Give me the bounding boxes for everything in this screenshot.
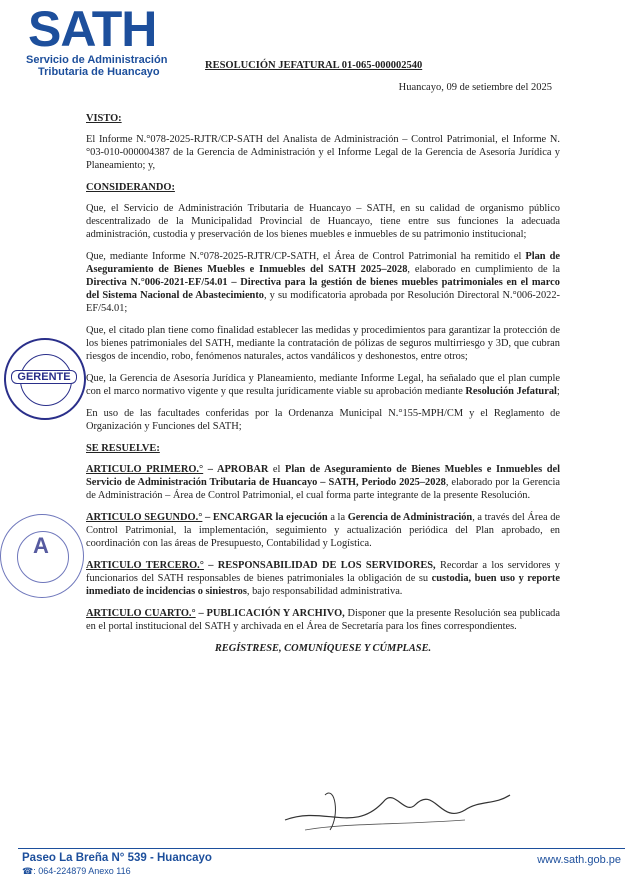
document-body bbox=[86, 112, 560, 655]
article-1 bbox=[86, 463, 560, 502]
text-span: Recordar a los servidores y funcionarios del SATH responsables de bienes patrimoniales la obligación de su bbox=[86, 560, 561, 584]
logo-brand: SATH bbox=[28, 1, 157, 57]
closing-formula: REGÍSTRESE, COMUNÍQUESE Y CÚMPLASE. bbox=[214, 643, 432, 654]
article-4 bbox=[86, 607, 560, 633]
department-name: Gerencia de Administración bbox=[347, 512, 473, 523]
considerando-p2 bbox=[86, 250, 560, 315]
article-action: – RESPONSABILIDAD DE LOS SERVIDORES, bbox=[203, 560, 436, 571]
resuelve-heading: SE RESUELVE: bbox=[86, 443, 160, 454]
sath-logo bbox=[26, 1, 176, 78]
article-label: ARTICULO TERCERO.° bbox=[86, 560, 204, 571]
article-label: ARTICULO SEGUNDO.° bbox=[86, 512, 203, 523]
visto-heading: VISTO: bbox=[86, 113, 122, 124]
text-span: , elaborado en cumplimiento de la bbox=[407, 264, 560, 275]
resolution-type: Resolución Jefatural bbox=[465, 386, 557, 397]
administration-seal-stamp bbox=[0, 514, 84, 598]
text-span: , y su modificatoria aprobada por Resolución Directoral N.°006-2022-EF/54.01; bbox=[86, 290, 560, 314]
plan-name: Plan de Aseguramiento de Bienes Muebles e Inmuebles del SATH 2025–2028 bbox=[86, 251, 560, 275]
article-action: – PUBLICACIÓN Y ARCHIVO, bbox=[195, 608, 345, 619]
text-span: , a través del Área de Control Patrimonial, la implementación, seguimiento y actualización periódica del Plan aprobado, en coordinación con las áreas de Presupuesto, Contabilidad y Logística. bbox=[86, 512, 560, 549]
text-span: , elaborado por la Gerencia de Administración – Área de Control Patrimonial, el cual forma parte integrante de la presente Resolución. bbox=[86, 477, 561, 501]
footer-contact bbox=[22, 852, 212, 877]
article-label: ARTICULO CUARTO.° bbox=[86, 608, 196, 619]
manager-seal-stamp bbox=[4, 338, 86, 420]
considerando-p4 bbox=[86, 372, 560, 398]
document-date: Huancayo, 09 de setiembre del 2025 bbox=[398, 82, 552, 93]
considerando-p5: En uso de las facultades conferidas por la Ordenanza Municipal N.°155-MPH/CM y el Reglamento de Organización y Funciones del SATH; bbox=[86, 408, 560, 432]
considerando-p3: Que, el citado plan tiene como finalidad establecer las medidas y procedimientos para garantizar la protección de los bienes patrimoniales del SATH, mediante la contratación de pólizas de seguros multirriesgo y 3D, que cubran riesgos de incendio, robo, fenómenos naturales, actos vandálicos y deshonestos, entre otros; bbox=[86, 325, 560, 362]
plan-name: Plan de Aseguramiento de Bienes Muebles e Inmuebles del Servicio de Administración Tributaria de Huancayo – SATH, Periodo 2025–2028 bbox=[86, 464, 560, 488]
text-span: Que, la Gerencia de Asesoría Jurídica y Planeamiento, mediante Informe Legal, ha señalado que el plan cumple con el marco normativo vigente y que resulta jurídicamente viable su aprobación mediante bbox=[86, 373, 560, 397]
text-span: el bbox=[272, 464, 285, 475]
text-span: a la bbox=[327, 512, 348, 523]
directive-name: Directiva N.°006-2021-EF/54.01 – Directiva para la gestión de bienes muebles patrimoniales en el marco del Sistema Nacional de Abastecimiento bbox=[86, 277, 560, 301]
article-3 bbox=[86, 559, 560, 598]
article-action: – APROBAR bbox=[203, 464, 273, 475]
article-2 bbox=[86, 511, 560, 550]
logo-subtitle-1: Servicio de Administración bbox=[26, 54, 168, 66]
considerando-heading: CONSIDERANDO: bbox=[86, 182, 175, 193]
considerando-p1: Que, el Servicio de Administración Tributaria de Huancayo – SATH, en su calidad de organismo público descentralizado de la Municipalidad Provincial de Huancayo, tiene entre sus funciones la adecuada administración, custodia y preservación de los bienes muebles e inmuebles de su patrimonio institucional; bbox=[86, 203, 560, 240]
footer-phone: ☎: 064-224879 Anexo 116 bbox=[22, 866, 131, 876]
footer-divider bbox=[18, 848, 625, 849]
text-span: Disponer que la presente Resolución sea publicada en el portal institucional del SATH y archivada en el Área de Secretaría para los fines correspondientes. bbox=[86, 608, 560, 632]
logo-subtitle-2: Tributaria de Huancayo bbox=[38, 66, 160, 78]
handwritten-signature bbox=[265, 775, 515, 850]
visto-text: El Informe N.°078-2025-RJTR/CP-SATH del Analista de Administración – Control Patrimonial, el Informe N.°03-010-000004387 de la Gerencia de Administración y el Informe Legal de la Gerencia de Asesoría Jurídica y Planeamiento; y, bbox=[86, 134, 560, 171]
resolution-reference: RESOLUCIÓN JEFATURAL 01-065-000002540 bbox=[205, 60, 423, 71]
article-label: ARTICULO PRIMERO.° bbox=[86, 464, 204, 475]
seal-label: GERENTE bbox=[11, 370, 77, 384]
footer-address: Paseo La Breña N° 539 - Huancayo bbox=[22, 852, 212, 864]
seal-glyph: A bbox=[33, 533, 49, 558]
footer-website[interactable]: www.sath.gob.pe bbox=[537, 854, 621, 866]
text-span: , bajo responsabilidad administrativa. bbox=[246, 586, 403, 597]
text-span: Que, mediante Informe N.°078-2025-RJTR/CP-SATH, el Área de Control Patrimonial ha remitido el bbox=[86, 251, 526, 262]
article-action: – ENCARGAR la ejecución bbox=[202, 512, 328, 523]
text-span: ; bbox=[556, 386, 560, 397]
obligation-text: custodia, buen uso y reporte inmediato de incidencias o siniestros bbox=[86, 573, 560, 597]
